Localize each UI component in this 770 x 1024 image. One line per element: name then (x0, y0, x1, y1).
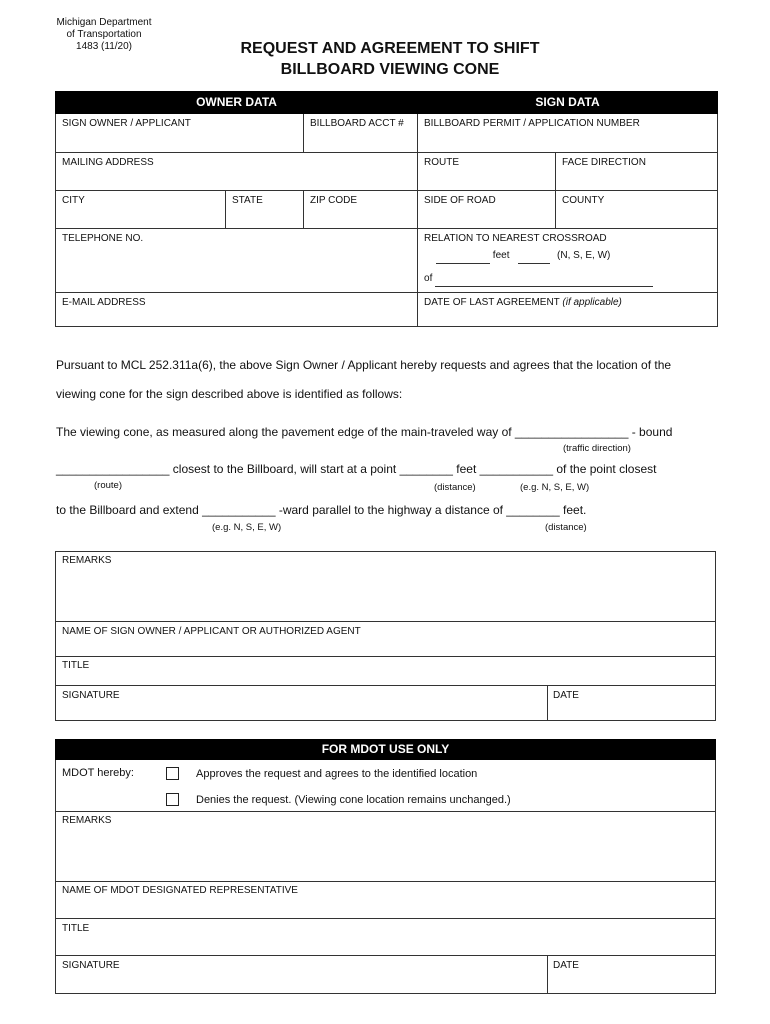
nsew-label: (N, S, E, W) (557, 250, 611, 261)
state-field[interactable] (226, 191, 304, 229)
form-title (190, 38, 590, 80)
caption-distance-1: (distance) (434, 482, 476, 493)
approve-checkbox[interactable] (166, 767, 179, 780)
agent-name-field[interactable] (56, 638, 715, 655)
crossroad-label: RELATION TO NEAREST CROSSROAD (424, 233, 607, 244)
sign-owner-field[interactable] (56, 114, 304, 153)
state-label: STATE (232, 195, 263, 206)
city-field[interactable] (56, 191, 226, 229)
divider (55, 918, 716, 919)
if-applicable-note: (if applicable) (562, 297, 622, 308)
sign-owner-label: SIGN OWNER / APPLICANT (62, 118, 191, 129)
mdot-signature-field[interactable] (56, 972, 546, 993)
caption-nsew-1: (e.g. N, S, E, W) (520, 482, 590, 493)
caption-nsew-2: (e.g. N, S, E, W) (212, 522, 282, 533)
mdot-remarks-label: REMARKS (62, 815, 112, 826)
agency-name-line2: of Transportation (66, 29, 142, 40)
city-label: CITY (62, 195, 85, 206)
permit-number-label: BILLBOARD PERMIT / APPLICATION NUMBER (424, 118, 640, 129)
pursuant-text-line2: viewing cone for the sign described above is identified as follows: (56, 387, 403, 401)
crossroad-field[interactable] (418, 229, 718, 293)
route-field[interactable] (418, 153, 556, 191)
applicant-signature-field[interactable] (56, 702, 546, 720)
face-direction-field[interactable] (556, 153, 718, 191)
divider (55, 685, 716, 686)
mdot-rep-name-field[interactable] (56, 897, 715, 917)
county-label: COUNTY (562, 195, 605, 206)
sign-data-heading: SIGN DATA (418, 92, 718, 114)
mdot-signature-label: SIGNATURE (62, 960, 120, 971)
divider (55, 881, 716, 882)
owner-data-heading: OWNER DATA (56, 92, 418, 114)
mdot-heading: FOR MDOT USE ONLY (55, 739, 716, 760)
mdot-rep-name-label: NAME OF MDOT DESIGNATED REPRESENTATIVE (62, 885, 298, 896)
feet-label: feet (492, 250, 510, 261)
telephone-field[interactable] (56, 229, 418, 293)
applicant-remarks-field[interactable] (56, 566, 715, 620)
deny-checkbox[interactable] (166, 793, 179, 806)
billboard-acct-field[interactable] (304, 114, 418, 153)
crossroad-distance-row (424, 247, 711, 264)
viewing-cone-line2: _________________ closest to the Billboard, will start at a point ________ feet ___________ of the point closest (56, 462, 657, 476)
viewing-cone-line3: to the Billboard and extend ___________ -ward parallel to the highway a distance of ________ feet. (56, 503, 587, 517)
form-number: 1483 (11/20) (76, 41, 132, 52)
viewing-cone-line1: The viewing cone, as measured along the pavement edge of the main-traveled way of _________________ - bound (56, 425, 673, 439)
pursuant-text-line1: Pursuant to MCL 252.311a(6), the above Sign Owner / Applicant hereby requests and agrees that the location of the (56, 358, 672, 372)
direction-blank[interactable] (518, 253, 550, 264)
mailing-address-label: MAILING ADDRESS (62, 157, 154, 168)
crossroad-of-row (424, 270, 711, 287)
applicant-title-field[interactable] (56, 671, 715, 684)
caption-route: (route) (94, 480, 122, 491)
title-line2: BILLBOARD VIEWING CONE (280, 61, 500, 78)
feet-blank[interactable] (436, 253, 490, 264)
route-label: ROUTE (424, 157, 460, 168)
divider (55, 955, 716, 956)
side-of-road-label: SIDE OF ROAD (424, 195, 496, 206)
mdot-remarks-field[interactable] (56, 827, 715, 880)
date-last-agreement-field[interactable] (418, 293, 718, 327)
deny-label: Denies the request. (Viewing cone location remains unchanged.) (196, 794, 511, 806)
agency-name-line1: Michigan Department (56, 17, 152, 28)
mdot-date-label: DATE (553, 960, 579, 971)
agency-block (40, 17, 168, 53)
caption-traffic-direction: (traffic direction) (563, 443, 631, 454)
face-direction-label: FACE DIRECTION (562, 157, 646, 168)
mdot-date-field[interactable] (548, 972, 715, 993)
applicant-remarks-label: REMARKS (62, 555, 112, 566)
divider (55, 811, 716, 812)
email-field[interactable] (56, 293, 418, 327)
mdot-hereby-label: MDOT hereby: (62, 767, 134, 779)
mailing-address-field[interactable] (56, 153, 418, 191)
owner-sign-table (55, 91, 718, 327)
divider (55, 656, 716, 657)
of-label: of (424, 273, 433, 284)
mdot-title-field[interactable] (56, 935, 715, 954)
telephone-label: TELEPHONE NO. (62, 233, 144, 244)
side-of-road-field[interactable] (418, 191, 556, 229)
caption-distance-2: (distance) (545, 522, 587, 533)
title-line1: REQUEST AND AGREEMENT TO SHIFT (240, 40, 540, 57)
zip-field[interactable] (304, 191, 418, 229)
agent-name-label: NAME OF SIGN OWNER / APPLICANT OR AUTHORIZED AGENT (62, 626, 361, 637)
approve-label: Approves the request and agrees to the identified location (196, 768, 478, 780)
mdot-title-label: TITLE (62, 923, 90, 934)
applicant-signature-label: SIGNATURE (62, 690, 120, 701)
date-last-agreement-label: DATE OF LAST AGREEMENT (424, 297, 560, 308)
county-field[interactable] (556, 191, 718, 229)
applicant-date-field[interactable] (548, 702, 715, 720)
applicant-date-label: DATE (553, 690, 579, 701)
crossroad-name-blank[interactable] (435, 276, 653, 287)
zip-label: ZIP CODE (310, 195, 358, 206)
applicant-title-label: TITLE (62, 660, 90, 671)
email-label: E-MAIL ADDRESS (62, 297, 146, 308)
permit-number-field[interactable] (418, 114, 718, 153)
billboard-acct-label: BILLBOARD ACCT # (310, 118, 404, 129)
divider (55, 621, 716, 622)
